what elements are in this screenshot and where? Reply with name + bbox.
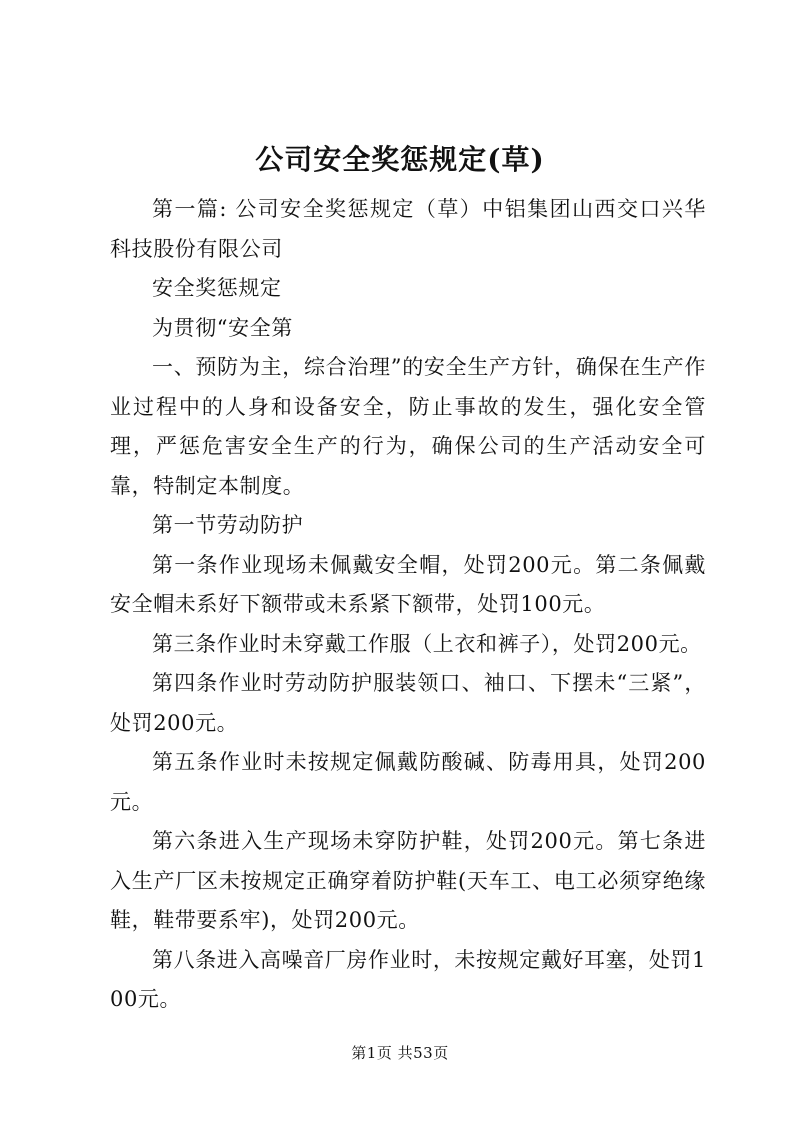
section-heading: 第一节劳动防护 [152, 513, 304, 537]
paragraph-6: 第一条作业现场未佩戴安全帽，处罚200元。第二条佩戴安全帽未系好下额带或未系紧下额带，处罚100元。 [110, 552, 706, 616]
paragraph-1: 第一篇: 公司安全奖惩规定（草）中铝集团山西交口兴华科技股份有限公司 [110, 197, 706, 261]
paragraph-11: 第八条进入高噪音厂房作业时，未按规定戴好耳塞，处罚100元。 [110, 947, 706, 1011]
paragraph-8: 第四条作业时劳动防护服装领口、袖口、下摆未“三紧”，处罚200元。 [110, 671, 706, 735]
paragraph-10: 第六条进入生产现场未穿防护鞋，处罚200元。第七条进入生产厂区未按规定正确穿着防护鞋(天车工、电工必须穿绝缘鞋，鞋带要系牢)，处罚200元。 [110, 829, 706, 932]
document-title: 公司安全奖惩规定(草) [255, 143, 545, 176]
paragraph-2: 安全奖惩规定 [152, 276, 282, 300]
paragraph-9: 第五条作业时未按规定佩戴防酸碱、防毒用具，处罚200元。 [110, 750, 706, 814]
page-number-footer: 第1页 共53页 [351, 1044, 449, 1062]
paragraph-7: 第三条作业时未穿戴工作服（上衣和裤子），处罚200元。 [152, 631, 702, 656]
document-body [110, 190, 706, 1020]
paragraph-3: 为贯彻“安全第 [152, 315, 293, 340]
paragraph-4: 一、预防为主，综合治理”的安全生产方针，确保在生产作业过程中的人身和设备安全，防止事故的发生，强化安全管理，严惩危害安全生产的行为，确保公司的生产活动安全可靠，特制定本制度。 [110, 355, 706, 498]
